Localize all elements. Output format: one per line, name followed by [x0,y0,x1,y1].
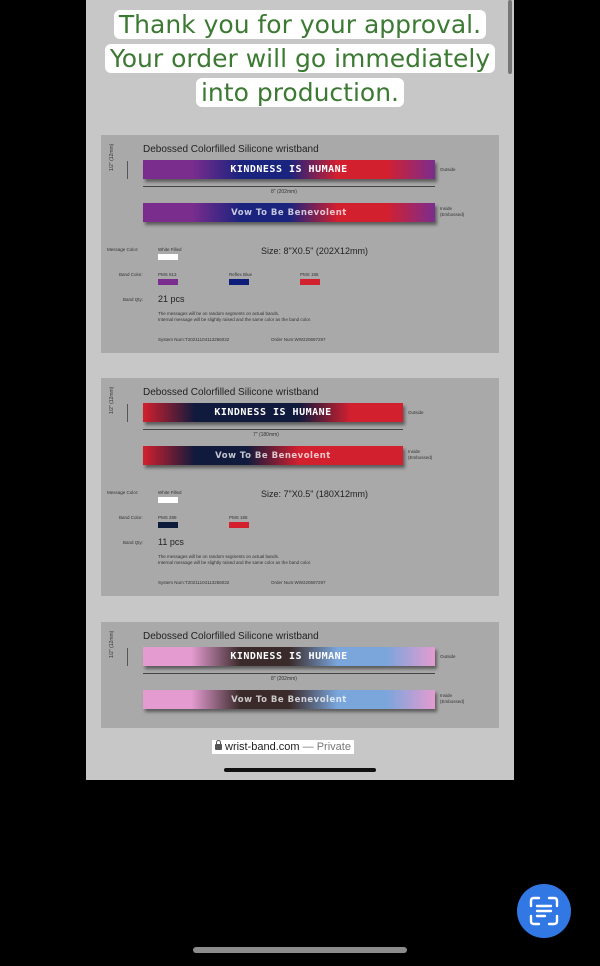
inside-message: Vow To Be Benevolent [231,694,347,705]
inside-message: Vow To Be Benevolent [231,207,347,218]
size-text: Size: 7"X0.5" (180X12mm) [261,489,368,499]
embossed-label: (Embossed) [440,212,465,217]
inside-label [408,449,432,461]
band-color-swatch [158,522,178,528]
outside-message: KINDNESS IS HUMANE [230,164,348,175]
inside-band-preview [143,446,403,465]
width-dimension-line [127,648,128,666]
outside-message: KINDNESS IS HUMANE [214,407,332,418]
band-qty-value: 11 pcs [158,537,184,547]
url-bar[interactable] [86,728,514,780]
width-label: 1/2" (12mm) [109,143,115,171]
band-color-swatch [229,522,249,528]
outside-band-preview [143,160,435,179]
band-color-swatch [229,279,249,285]
band-qty-label: Band Qty: [123,540,144,545]
approval-caption [86,8,514,110]
url-domain: wrist-band.com [225,741,300,753]
proof-note [158,554,311,566]
message-color-label: Message Color: [107,490,139,495]
inside-label-text: Inside [440,206,453,211]
card-title: Debossed Colorfilled Silicone wristband [143,144,319,155]
length-dimension-line [143,429,403,430]
inside-label [440,693,464,705]
band-color-swatch [158,279,178,285]
band-color-name: Reflex Blue [229,272,253,277]
home-indicator[interactable] [224,768,376,772]
proof-note-line-2: Internal message will be slightly raised and the same color as the band color. [158,560,312,565]
band-color-swatch [300,279,320,285]
band-color-name: PMS 185 [300,272,319,277]
band-color-label: Band Color: [119,272,143,277]
order-number: Order Num:WW220697297 [271,337,326,342]
width-label: 1/2" (12mm) [109,630,115,658]
text-scan-icon [529,896,559,926]
inside-label [440,206,464,218]
card-title: Debossed Colorfilled Silicone wristband [143,387,319,398]
outside-band-preview [143,647,435,666]
card-title: Debossed Colorfilled Silicone wristband [143,631,319,642]
proof-note [158,311,311,323]
length-label: 8" (202mm) [271,189,297,195]
message-color-value: White Filled [158,247,182,252]
outside-message: KINDNESS IS HUMANE [230,651,348,662]
band-color-name: PMS 185 [229,515,248,520]
embossed-label: (Embossed) [440,699,465,704]
lock-icon [215,744,222,750]
url-field[interactable] [212,740,354,754]
message-color-swatch [158,497,178,503]
length-dimension-line [143,186,435,187]
approval-caption-text: Thank you for your approval. Your order will go immediately into production. [105,10,495,107]
width-dimension-line [127,404,128,422]
band-color-name: PMS 289 [158,515,177,520]
inside-message: Vow To Be Benevolent [215,450,331,461]
system-number: System Num:T20211104113266032 [158,580,230,585]
order-number: Order Num:WW220697297 [271,580,326,585]
outside-band-preview [143,403,403,422]
band-qty-value: 21 pcs [158,294,185,304]
width-dimension-line [127,161,128,179]
system-home-indicator[interactable] [193,947,407,953]
browser-screen [86,0,514,780]
band-color-name: PMS 513 [158,272,177,277]
embossed-label: (Embossed) [408,455,433,460]
inside-label-text: Inside [408,449,421,454]
system-number: System Num:T20211104113266032 [158,337,230,342]
length-label: 8" (202mm) [271,676,297,682]
outside-label: Outside [408,410,424,415]
outside-label: Outside [440,167,456,172]
proof-card-1 [101,135,499,353]
outside-label: Outside [440,654,456,659]
size-text: Size: 8"X0.5" (202X12mm) [261,246,368,256]
band-color-label: Band Color: [119,515,143,520]
message-color-label: Message Color: [107,247,139,252]
message-color-swatch [158,254,178,260]
proof-card-2 [101,378,499,596]
proof-note-line-2: Internal message will be slightly raised and the same color as the band color. [158,317,312,322]
width-label: 1/2" (12mm) [109,386,115,414]
inside-band-preview [143,203,435,222]
inside-label-text: Inside [440,693,453,698]
url-separator: — [299,741,317,753]
band-qty-label: Band Qty: [123,297,144,302]
proof-note-line-1: The messages will be on random segments on actual bands. [158,554,280,559]
private-label: Private [316,741,351,753]
text-scan-button[interactable] [517,884,571,938]
length-label: 7" (180mm) [253,432,279,438]
proof-note-line-1: The messages will be on random segments on actual bands. [158,311,280,316]
inside-band-preview [143,690,435,709]
message-color-value: White Filled [158,490,182,495]
length-dimension-line [143,673,435,674]
